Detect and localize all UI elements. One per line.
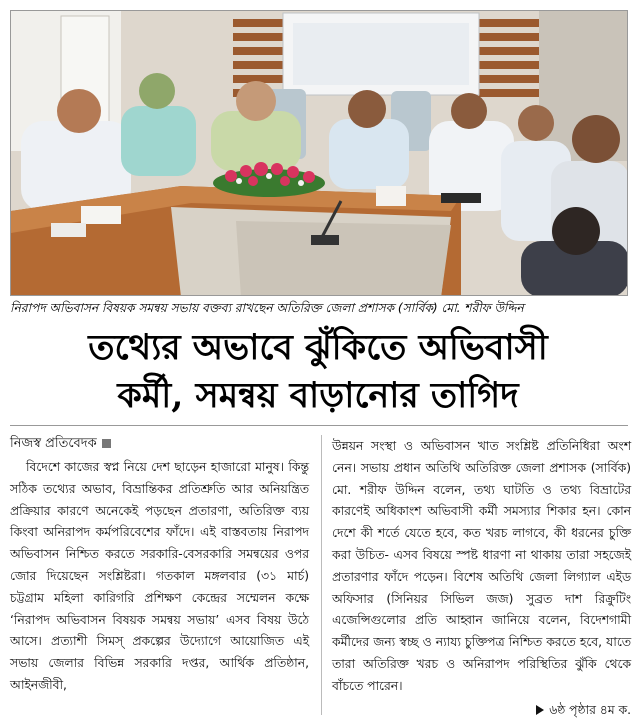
continued-text: ৬ষ্ঠ পৃষ্ঠার ৪ম ক.: [549, 702, 631, 717]
byline-square-icon: [102, 439, 111, 448]
column-divider: [321, 435, 322, 715]
byline: [10, 433, 309, 455]
photo-caption: নিরাপদ অভিবাসন বিষয়ক সমন্বয় সভায় বক্তব্য রাখছেন অতিরিক্ত জেলা প্রশাসক (সার্বিক) মো. শরীফ উদ্দিন: [10, 301, 524, 315]
headline-line-1: তথ্যের অভাবে ঝুঁকিতে অভিবাসী: [88, 327, 548, 368]
headline-line-2: কর্মী, সমন্বয় বাড়ানোর তাগিদ: [117, 375, 519, 416]
byline-text: নিজস্ব প্রতিবেদক: [10, 436, 97, 451]
article-column-1: [10, 433, 309, 697]
headline-divider: [10, 425, 628, 426]
meeting-photo-illustration: [11, 11, 628, 296]
article-column-2: [332, 436, 631, 721]
article-paragraph-1: বিদেশে কাজের স্বপ্ন নিয়ে দেশ ছাড়েন হাজারো মানুষ। কিন্তু সঠিক তথ্যের অভাব, বিভ্রান্তিকর প্রতিশ্রুতি আর অনিয়ন্ত্রিত প্রক্রিয়ার কারণে অনেকেই পড়ছেন প্রতারণা, অতিরিক্ত ব্যয় কিংবা অনিরাপদ কর্মপরিবেশের ফাঁদে। এই বাস্তবতায় নিরাপদ অভিবাসন নিশ্চিত করতে সরকারি-বেসরকারি সমন্বয়ের ওপর জোর দিয়েছেন সংশ্লিষ্টরা। গতকাল মঙ্গলবার (৩১ মার্চ) চট্টগ্রাম মহিলা কারিগরি প্রশিক্ষণ কেন্দ্রের সম্মেলন কক্ষে ‘নিরাপদ অভিবাসন বিষয়ক সমন্বয় সভায়’ এসব বিষয় উঠে আসে। প্রত্যাশী সিমস্ প্রকল্পের উদ্যোগে আয়োজিত এই সভায় জেলার বিভিন্ন সরকারি দপ্তর, আর্থিক প্রতিষ্ঠান, আইনজীবী,: [10, 460, 309, 692]
arrow-right-icon: [536, 705, 544, 715]
headline: [12, 324, 624, 420]
article-paragraph-2: উন্নয়ন সংস্থা ও অভিবাসন খাত সংশ্লিষ্ট প্রতিনিধিরা অংশ নেন। সভায় প্রধান অতিথি অতিরিক্ত জেলা প্রশাসক (সার্বিক) মো. শরীফ উদ্দিন বলেন, তথ্য ঘাটতি ও তথ্য বিভ্রাটের কারণেই অধিকাংশ অভিবাসী কর্মী সমস্যার শিকার হন। কোন দেশে কী শর্তে যেতে হবে, কত খরচ লাগবে, কী ধরনের চুক্তি করা উচিত- এসব বিষয়ে স্পষ্ট ধারণা না থাকায় তারা সহজেই প্রতারণার ফাঁদে পড়েন। বিশেষ অতিথি জেলা লিগ্যাল এইড অফিসার (সিনিয়র সিভিল জজ) সুব্রত দাশ রিক্রুটিং এজেন্সিগুলোর প্রতি আহ্বান জানিয়ে বলেন, বিদেশগামী কর্মীদের জন্য স্বচ্ছ ও ন্যায্য চুক্তিপত্র নিশ্চিত করতে হবে, যাতে তারা অতিরিক্ত খরচ ও অনিরাপদ পরিস্থিতির ঝুঁকি থেকে বাঁচতে পারেন।: [332, 439, 631, 693]
continued-note[interactable]: [332, 699, 631, 721]
news-photo: [10, 10, 628, 296]
